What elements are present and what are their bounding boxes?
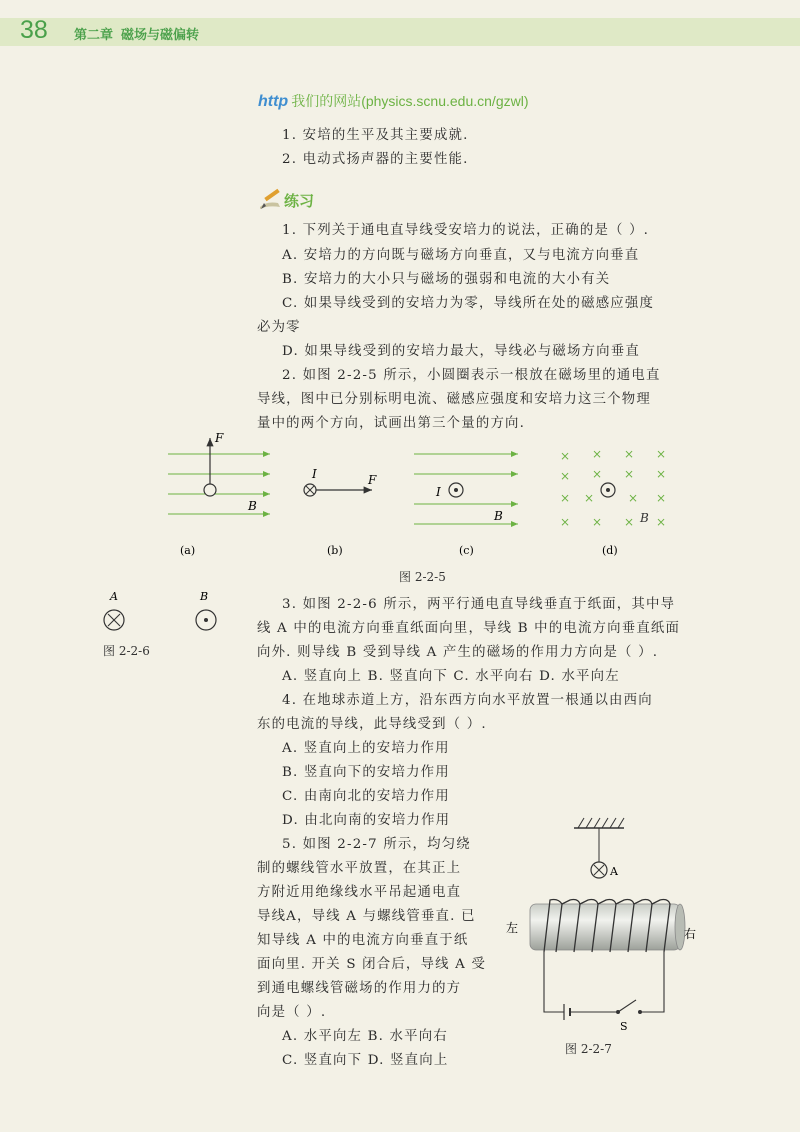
label-b-c: B (494, 509, 503, 523)
q2-line-2: 导线，图中已分别标明电流、磁感应强度和安培力这三个物理 (257, 392, 651, 407)
caption-d: (d) (602, 544, 618, 557)
figure-2-2-5 (0, 428, 800, 568)
caption-c: (c) (459, 544, 474, 557)
svg-text:×: × (592, 515, 603, 529)
q4-option-c: C. 由南向北的安培力作用 (282, 789, 450, 804)
q3-options: A. 竖直向上 B. 竖直向下 C. 水平向右 D. 水平向左 (282, 669, 620, 684)
caption-b: (b) (327, 544, 343, 557)
svg-text:×: × (560, 491, 571, 505)
q5-options-1: A. 水平向左 B. 水平向右 (282, 1029, 448, 1044)
figure-2-2-7-caption: 图 2-2-7 (565, 1042, 612, 1056)
website-line (258, 91, 529, 111)
svg-text:×: × (656, 467, 667, 481)
svg-text:×: × (592, 447, 603, 461)
q1-option-a: A. 安培力的方向既与磁场方向垂直，又与电流方向垂直 (282, 248, 640, 263)
panel-c (414, 454, 518, 524)
figure-2-2-6-caption: 图 2-2-6 (103, 644, 150, 658)
figure-2-2-7 (500, 812, 700, 1042)
panel-d (560, 447, 666, 529)
q5-line-2: 制的螺线管水平放置，在其正上 (257, 861, 462, 876)
website-label: 我们的网站(physics.scnu.edu.cn/gzwl) (291, 93, 529, 109)
page-header (0, 0, 800, 50)
solenoid (530, 904, 680, 950)
caption-a: (a) (180, 544, 196, 557)
svg-text:×: × (584, 491, 595, 505)
q2-line-3: 量中的两个方向，试画出第三个量的方向. (257, 416, 526, 431)
svg-text:×: × (560, 449, 571, 463)
q1-option-d: D. 如果导线受到的安培力最大，导线必与磁场方向垂直 (282, 344, 640, 359)
q3-line-3: 向外. 则导线 B 受到导线 A 产生的磁场的作用力方向是（ ）. (257, 645, 659, 660)
q4-option-a: A. 竖直向上的安培力作用 (282, 741, 450, 756)
svg-text:×: × (592, 467, 603, 481)
pencil-icon (258, 187, 284, 211)
label-f-b: F (368, 473, 377, 487)
exercise-title: 练习 (284, 193, 315, 210)
svg-text:×: × (624, 467, 635, 481)
label-b-d: B (640, 511, 649, 525)
exercise-heading (258, 187, 338, 213)
q5-line-6: 面向里. 开关 S 闭合后，导线 A 受 (257, 957, 487, 972)
q5-line-7: 到通电螺线管磁场的作用力的方 (257, 981, 462, 996)
label-i-c: I (436, 485, 441, 499)
q5-options-2: C. 竖直向下 D. 竖直向上 (282, 1053, 449, 1068)
figure-2-2-6 (90, 588, 230, 638)
topic-2: 2. 电动式扬声器的主要性能. (282, 152, 469, 167)
chapter-number: 第二章 (74, 27, 114, 42)
label-f-a: F (215, 431, 224, 445)
q4-line-1: 4. 在地球赤道上方，沿东西方向水平放置一根通以由西向 (282, 693, 653, 708)
switch-icon (618, 1000, 636, 1012)
chapter-title: 磁场与磁偏转 (121, 27, 200, 42)
q1-option-c-cont: 必为零 (257, 320, 301, 335)
label-a-227: A (610, 865, 618, 878)
svg-text:×: × (560, 469, 571, 483)
label-left: 左 (506, 921, 519, 935)
svg-text:×: × (656, 515, 667, 529)
label-b-a: B (248, 499, 257, 513)
svg-text:×: × (624, 515, 635, 529)
q1-option-b: B. 安培力的大小只与磁场的强弱和电流的大小有关 (282, 272, 611, 287)
figure-2-2-5-caption: 图 2-2-5 (399, 570, 446, 584)
q4-option-b: B. 竖直向下的安培力作用 (282, 765, 450, 780)
q1-option-c: C. 如果导线受到的安培力为零，导线所在处的磁感应强度 (282, 296, 655, 311)
label-b-226: B (200, 590, 209, 603)
q4-line-2: 东的电流的导线，此导线受到（ ）. (257, 717, 487, 732)
q3-line-1: 3. 如图 2-2-6 所示，两平行通电直导线垂直于纸面，其中导 (282, 597, 676, 612)
svg-text:×: × (560, 515, 571, 529)
label-i-b: I (312, 467, 317, 481)
q2-line-1: 2. 如图 2-2-5 所示，小圆圈表示一根放在磁场里的通电直 (282, 368, 661, 383)
topic-1: 1. 安培的生平及其主要成就. (282, 128, 469, 143)
q5-line-8: 向是（ ）. (257, 1005, 327, 1020)
label-s: S (620, 1020, 628, 1033)
panel-b (304, 467, 377, 496)
svg-text:×: × (628, 491, 639, 505)
q5-line-3: 方附近用绝缘线水平吊起通电直 (257, 885, 462, 900)
svg-text:×: × (656, 447, 667, 461)
svg-text:×: × (624, 447, 635, 461)
q3-line-2: 线 A 中的电流方向垂直纸面向里，导线 B 中的电流方向垂直纸面 (257, 621, 681, 636)
q1-stem: 1. 下列关于通电直导线受安培力的说法，正确的是（ ）. (282, 223, 650, 238)
q4-option-d: D. 由北向南的安培力作用 (282, 813, 451, 828)
http-logo-icon: http (258, 93, 289, 110)
chapter-heading (74, 24, 199, 43)
label-a-226: A (110, 590, 118, 603)
wire-a (204, 484, 216, 496)
svg-text:×: × (656, 491, 667, 505)
q5-line-5: 知导线 A 中的电流方向垂直于纸 (257, 933, 469, 948)
panel-a (168, 431, 270, 514)
page-number: 38 (20, 16, 48, 44)
q5-line-4: 导线A，导线 A 与螺线管垂直. 已 (257, 909, 476, 924)
q5-line-1: 5. 如图 2-2-7 所示，均匀绕 (282, 837, 471, 852)
label-right: 右 (684, 927, 697, 941)
